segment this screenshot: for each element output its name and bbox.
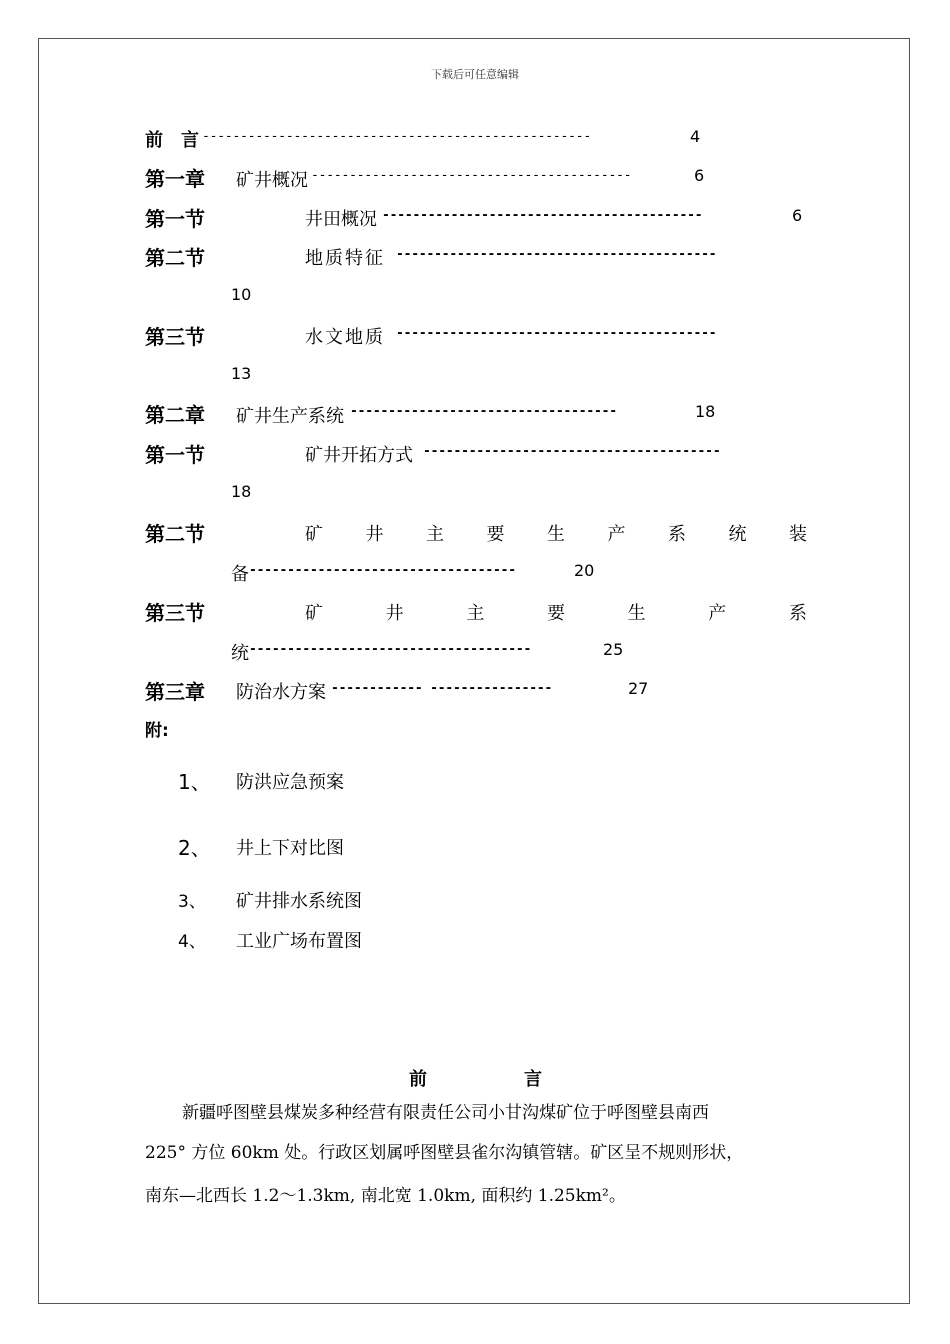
toc-chapter2-label: 第二章: [145, 403, 205, 427]
preface-heading-right: 言: [524, 1069, 542, 1090]
toc-c1s1-page: 6: [792, 206, 803, 225]
appendix-item-text: 防洪应急预案: [236, 772, 344, 793]
toc-c2s3-char: 井: [385, 603, 404, 624]
toc-c2s2-label: 第二节: [145, 522, 205, 546]
toc-chapter3-title: 防治水方案: [236, 682, 326, 703]
toc-c2s2-char: 主: [426, 524, 444, 545]
appendix-item-num: 3、: [178, 892, 206, 912]
appendix-item-num: 2、: [178, 836, 211, 860]
toc-c1s2-page: 10: [231, 285, 252, 304]
toc-chapter1-page: 6: [694, 166, 705, 185]
header-note: 下载后可任意编辑: [431, 68, 519, 81]
toc-c2s3-char: 系: [788, 603, 807, 624]
toc-c2s2-dashes: -----------------------------------: [249, 563, 516, 578]
toc-c2s3-label: 第三节: [145, 601, 205, 625]
toc-c2s2-char: 井: [365, 524, 384, 545]
toc-c2s2-char: 装: [789, 524, 807, 545]
appendix-item-text: 井上下对比图: [236, 838, 344, 859]
toc-c1s3-title: 水文地质: [305, 327, 385, 348]
appendix-item-num: 1、: [178, 770, 211, 794]
toc-preface-label: 前 言: [145, 130, 199, 151]
toc-chapter3-dashes: ------------ ----------------: [331, 681, 553, 696]
toc-c2s3-char: 要: [546, 603, 565, 624]
toc-c2s3-char: 主: [466, 603, 485, 624]
toc-c2s3-page: 25: [603, 640, 624, 659]
toc-c2s3-dashes: -------------------------------------: [249, 642, 532, 657]
preface-paragraph-line: 南东—北西长 1.2～1.3km, 南北宽 1.0km, 面积约 1.25km²。: [145, 1186, 626, 1206]
toc-chapter3-page: 27: [628, 679, 649, 698]
toc-c1s1-title: 井田概况: [305, 209, 377, 230]
toc-chapter2-page: 18: [695, 402, 716, 421]
toc-c2s1-title: 矿井开拓方式: [305, 445, 413, 466]
toc-preface-page: 4: [690, 127, 701, 146]
toc-preface-dashes: ---------------------------------------------------: [202, 129, 591, 144]
toc-c1s1-label: 第一节: [145, 207, 205, 231]
appendix-item-num: 4、: [178, 932, 206, 952]
toc-c2s1-page: 18: [231, 482, 252, 501]
toc-c1s2-dashes: ------------------------------------------: [396, 247, 717, 262]
toc-c1s3-page: 13: [231, 364, 252, 383]
toc-c2s3-title-tail: 统: [231, 643, 249, 664]
toc-c1s1-dashes: ------------------------------------------: [382, 208, 703, 223]
toc-chapter2-title: 矿井生产系统: [236, 406, 344, 427]
appendix-item-text: 矿井排水系统图: [236, 891, 362, 912]
preface-paragraph-line: 新疆呼图壁县煤炭多种经营有限责任公司小甘沟煤矿位于呼图壁县南西: [182, 1103, 709, 1123]
toc-c2s3-char: 产: [708, 603, 727, 624]
toc-c2s2-char: 生: [547, 524, 565, 545]
preface-heading-left: 前: [409, 1069, 427, 1090]
toc-c2s2-page: 20: [574, 561, 595, 580]
toc-chapter2-dashes: -----------------------------------: [350, 404, 617, 419]
toc-c1s2-title: 地质特征: [305, 248, 385, 269]
toc-c2s3-char: 生: [627, 603, 646, 624]
toc-c2s2-char: 产: [607, 524, 626, 545]
toc-c2s2-char: 系: [668, 524, 686, 545]
toc-c2s3-char: 矿: [305, 603, 323, 624]
toc-chapter1-title: 矿井概况: [236, 170, 308, 191]
toc-c1s2-label: 第二节: [145, 246, 205, 270]
toc-c1s3-dashes: ------------------------------------------: [396, 326, 717, 341]
appendix-label: 附:: [145, 721, 169, 741]
toc-chapter1-dashes: ------------------------------------------: [311, 168, 632, 183]
toc-c2s2-char: 要: [486, 524, 505, 545]
toc-chapter1-label: 第一章: [145, 167, 205, 191]
toc-c2s1-dashes: ---------------------------------------: [423, 444, 721, 459]
toc-c2s2-title-tail: 备: [231, 564, 249, 585]
toc-c2s2-char: 矿: [305, 524, 323, 545]
toc-c2s1-label: 第一节: [145, 443, 205, 467]
toc-c2s2-char: 统: [728, 524, 747, 545]
appendix-item-text: 工业广场布置图: [236, 931, 362, 952]
preface-paragraph-line: 225° 方位 60km 处。行政区划属呼图壁县雀尔沟镇管辖。矿区呈不规则形状，: [145, 1143, 744, 1163]
toc-c1s3-label: 第三节: [145, 325, 205, 349]
toc-c2s3-title: [305, 599, 807, 625]
toc-chapter3-label: 第三章: [145, 680, 205, 704]
toc-c2s2-title: [305, 520, 807, 546]
